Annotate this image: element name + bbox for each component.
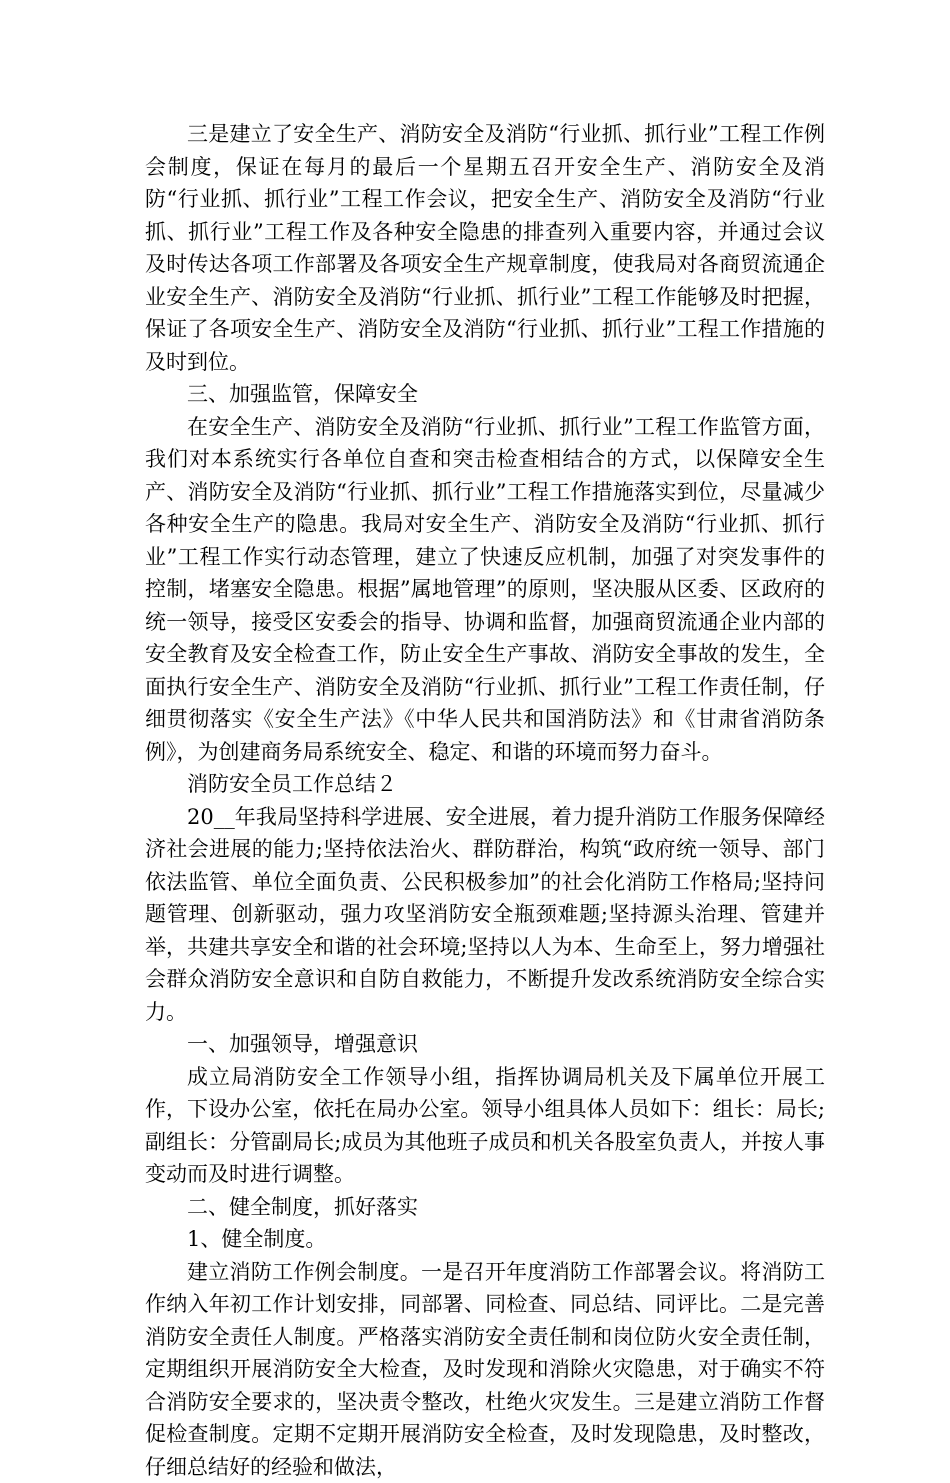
- paragraph-supervision-details: 在安全生产、消防安全及消防“行业抓、抓行业”工程工作监管方面，我们对本系统实行各单位自查和突击检查相结合的方式，以保障安全生产、消防安全及消防“行业抓、抓行业”工程工作措施落实到位，尽量减少各种安全生产的隐患。我局对安全生产、消防安全及消防“行业抓、抓行业”工程工作实行动态管理，建立了快速反应机制，加强了对突发事件的控制，堵塞安全隐患。根据”属地管理”的原则，坚决服从区委、区政府的统一领导，接受区安委会的指导、协调和监督，加强商贸流通企业内部的安全教育及安全检查工作，防止安全生产事故、消防安全事故的发生，全面执行安全生产、消防安全及消防“行业抓、抓行业”工程工作责任制，仔细贯彻落实《安全生产法》《中华人民共和国消防法》和《甘肃省消防条例》，为创建商务局系统安全、稳定、和谐的环境而努力奋斗。: [145, 411, 825, 769]
- document-page: [145, 118, 825, 1483]
- paragraph-annual-overview: 20__年我局坚持科学进展、安全进展，着力提升消防工作服务保障经济社会进展的能力;坚持依法治火、群防群治，构筑“政府统一领导、部门依法监管、单位全面负责、公民积极参加”的社会化消防工作格局;坚持问题管理、创新驱动，强力攻坚消防安全瓶颈难题;坚持源头治理、管建并举，共建共享安全和谐的社会环境;坚持以人为本、生命至上，努力增强社会群众消防安全意识和自防自救能力，不断提升发改系统消防安全综合实力。: [145, 801, 825, 1029]
- heading-summary-2: 消防安全员工作总结２: [145, 768, 825, 801]
- heading-improve-system: 二、健全制度，抓好落实: [145, 1191, 825, 1224]
- heading-improve-system-item-1: 1、健全制度。: [145, 1223, 825, 1256]
- paragraph-meeting-system-details: 建立消防工作例会制度。一是召开年度消防工作部署会议。将消防工作纳入年初工作计划安排，同部署、同检查、同总结、同评比。二是完善消防安全责任人制度。严格落实消防安全责任制和岗位防火安全责任制，定期组织开展消防安全大检查，及时发现和消除火灾隐患，对于确实不符合消防安全要求的，坚决责令整改，杜绝火灾发生。三是建立消防工作督促检查制度。定期不定期开展消防安全检查，及时发现隐患，及时整改，仔细总结好的经验和做法，: [145, 1256, 825, 1483]
- paragraph-safety-meeting-system: 三是建立了安全生产、消防安全及消防“行业抓、抓行业”工程工作例会制度，保证在每月的最后一个星期五召开安全生产、消防安全及消防“行业抓、抓行业”工程工作会议，把安全生产、消防安全及消防“行业抓、抓行业”工程工作及各种安全隐患的排查列入重要内容，并通过会议及时传达各项工作部署及各项安全生产规章制度，使我局对各商贸流通企业安全生产、消防安全及消防“行业抓、抓行业”工程工作能够及时把握，保证了各项安全生产、消防安全及消防“行业抓、抓行业”工程工作措施的及时到位。: [145, 118, 825, 378]
- heading-strengthen-supervision: 三、加强监管，保障安全: [145, 378, 825, 411]
- paragraph-leadership-group: 成立局消防安全工作领导小组，指挥协调局机关及下属单位开展工作，下设办公室，依托在局办公室。领导小组具体人员如下：组长：局长;副组长：分管副局长;成员为其他班子成员和机关各股室负责人，并按人事变动而及时进行调整。: [145, 1061, 825, 1191]
- heading-strengthen-leadership: 一、加强领导，增强意识: [145, 1028, 825, 1061]
